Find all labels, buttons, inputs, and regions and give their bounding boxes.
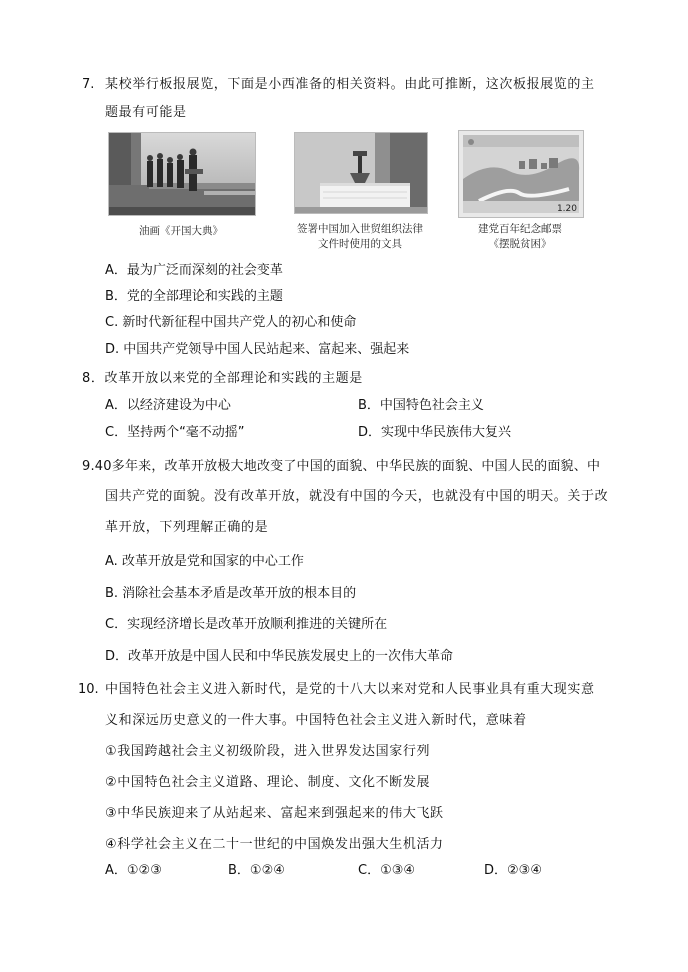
question-stem-line: 9.40多年来，改革开放极大地改变了中国的面貌、中华民族的面貌、中国人民的面貌、中: [82, 459, 601, 474]
option-d: D．改革开放是中国人民和中华民族发展史上的一次伟大革命: [105, 649, 454, 664]
option-b: B．中国特色社会主义: [358, 398, 484, 413]
option-d: D．②③④: [484, 863, 542, 878]
option-b: B. 消除社会基本矛盾是改革开放的根本目的: [105, 586, 357, 601]
option-a: A．以经济建设为中心: [105, 398, 231, 413]
option-a: A．①②③: [105, 863, 162, 878]
statement-item: ①我国跨越社会主义初级阶段，进入世界发达国家行列: [105, 744, 431, 759]
question-stem-line: 8．改革开放以来党的全部理论和实践的主题是: [82, 371, 363, 386]
question-stem-line: 某校举行板报展览，下面是小西准备的相关资料。由此可推断，这次板报展览的主: [105, 77, 595, 92]
stamp-image: [458, 130, 584, 218]
image-caption: 建党百年纪念邮票: [478, 223, 562, 235]
question-number: 10.: [78, 682, 99, 697]
option-b: B．党的全部理论和实践的主题: [105, 289, 283, 304]
option-d: D．实现中华民族伟大复兴: [358, 425, 512, 440]
option-c: C．实现经济增长是改革开放顺利推进的关键所在: [105, 617, 388, 632]
question-number: 7.: [82, 77, 95, 92]
option-c: C．坚持两个“毫不动摇”: [105, 425, 245, 440]
image-caption: 签署中国加入世贸组织法律: [297, 223, 423, 235]
option-d: D. 中国共产党领导中国人民站起来、富起来、强起来: [105, 342, 410, 357]
question-stem-line: 国共产党的面貌。没有改革开放，就没有中国的今天，也就没有中国的明天。关于改: [105, 489, 609, 504]
option-a: A．最为广泛而深刻的社会变革: [105, 263, 283, 278]
option-c: C．①③④: [358, 863, 416, 878]
statement-item: ③中华民族迎来了从站起来、富起来到强起来的伟大飞跃: [105, 806, 444, 821]
option-b: B．①②④: [228, 863, 285, 878]
image-caption: 油画《开国大典》: [139, 225, 223, 237]
painting-image: [108, 132, 256, 216]
question-stem-line: 中国特色社会主义进入新时代，是党的十八大以来对党和人民事业具有重大现实意: [105, 682, 595, 697]
stationery-image: [294, 132, 428, 214]
question-stem-line: 题最有可能是: [105, 105, 187, 120]
statement-item: ②中国特色社会主义道路、理论、制度、文化不断发展: [105, 775, 431, 790]
image-caption: 《摆脱贫困》: [488, 238, 552, 250]
option-a: A. 改革开放是党和国家的中心工作: [105, 554, 304, 569]
option-c: C. 新时代新征程中国共产党人的初心和使命: [105, 315, 357, 330]
image-caption: 文件时使用的文具: [318, 238, 402, 250]
question-stem-line: 义和深远历史意义的一件大事。中国特色社会主义进入新时代，意味着: [105, 713, 527, 728]
statement-item: ④科学社会主义在二十一世纪的中国焕发出强大生机活力: [105, 837, 444, 852]
stamp-value: 1.20: [556, 204, 577, 214]
question-stem-line: 革开放，下列理解正确的是: [105, 520, 269, 535]
